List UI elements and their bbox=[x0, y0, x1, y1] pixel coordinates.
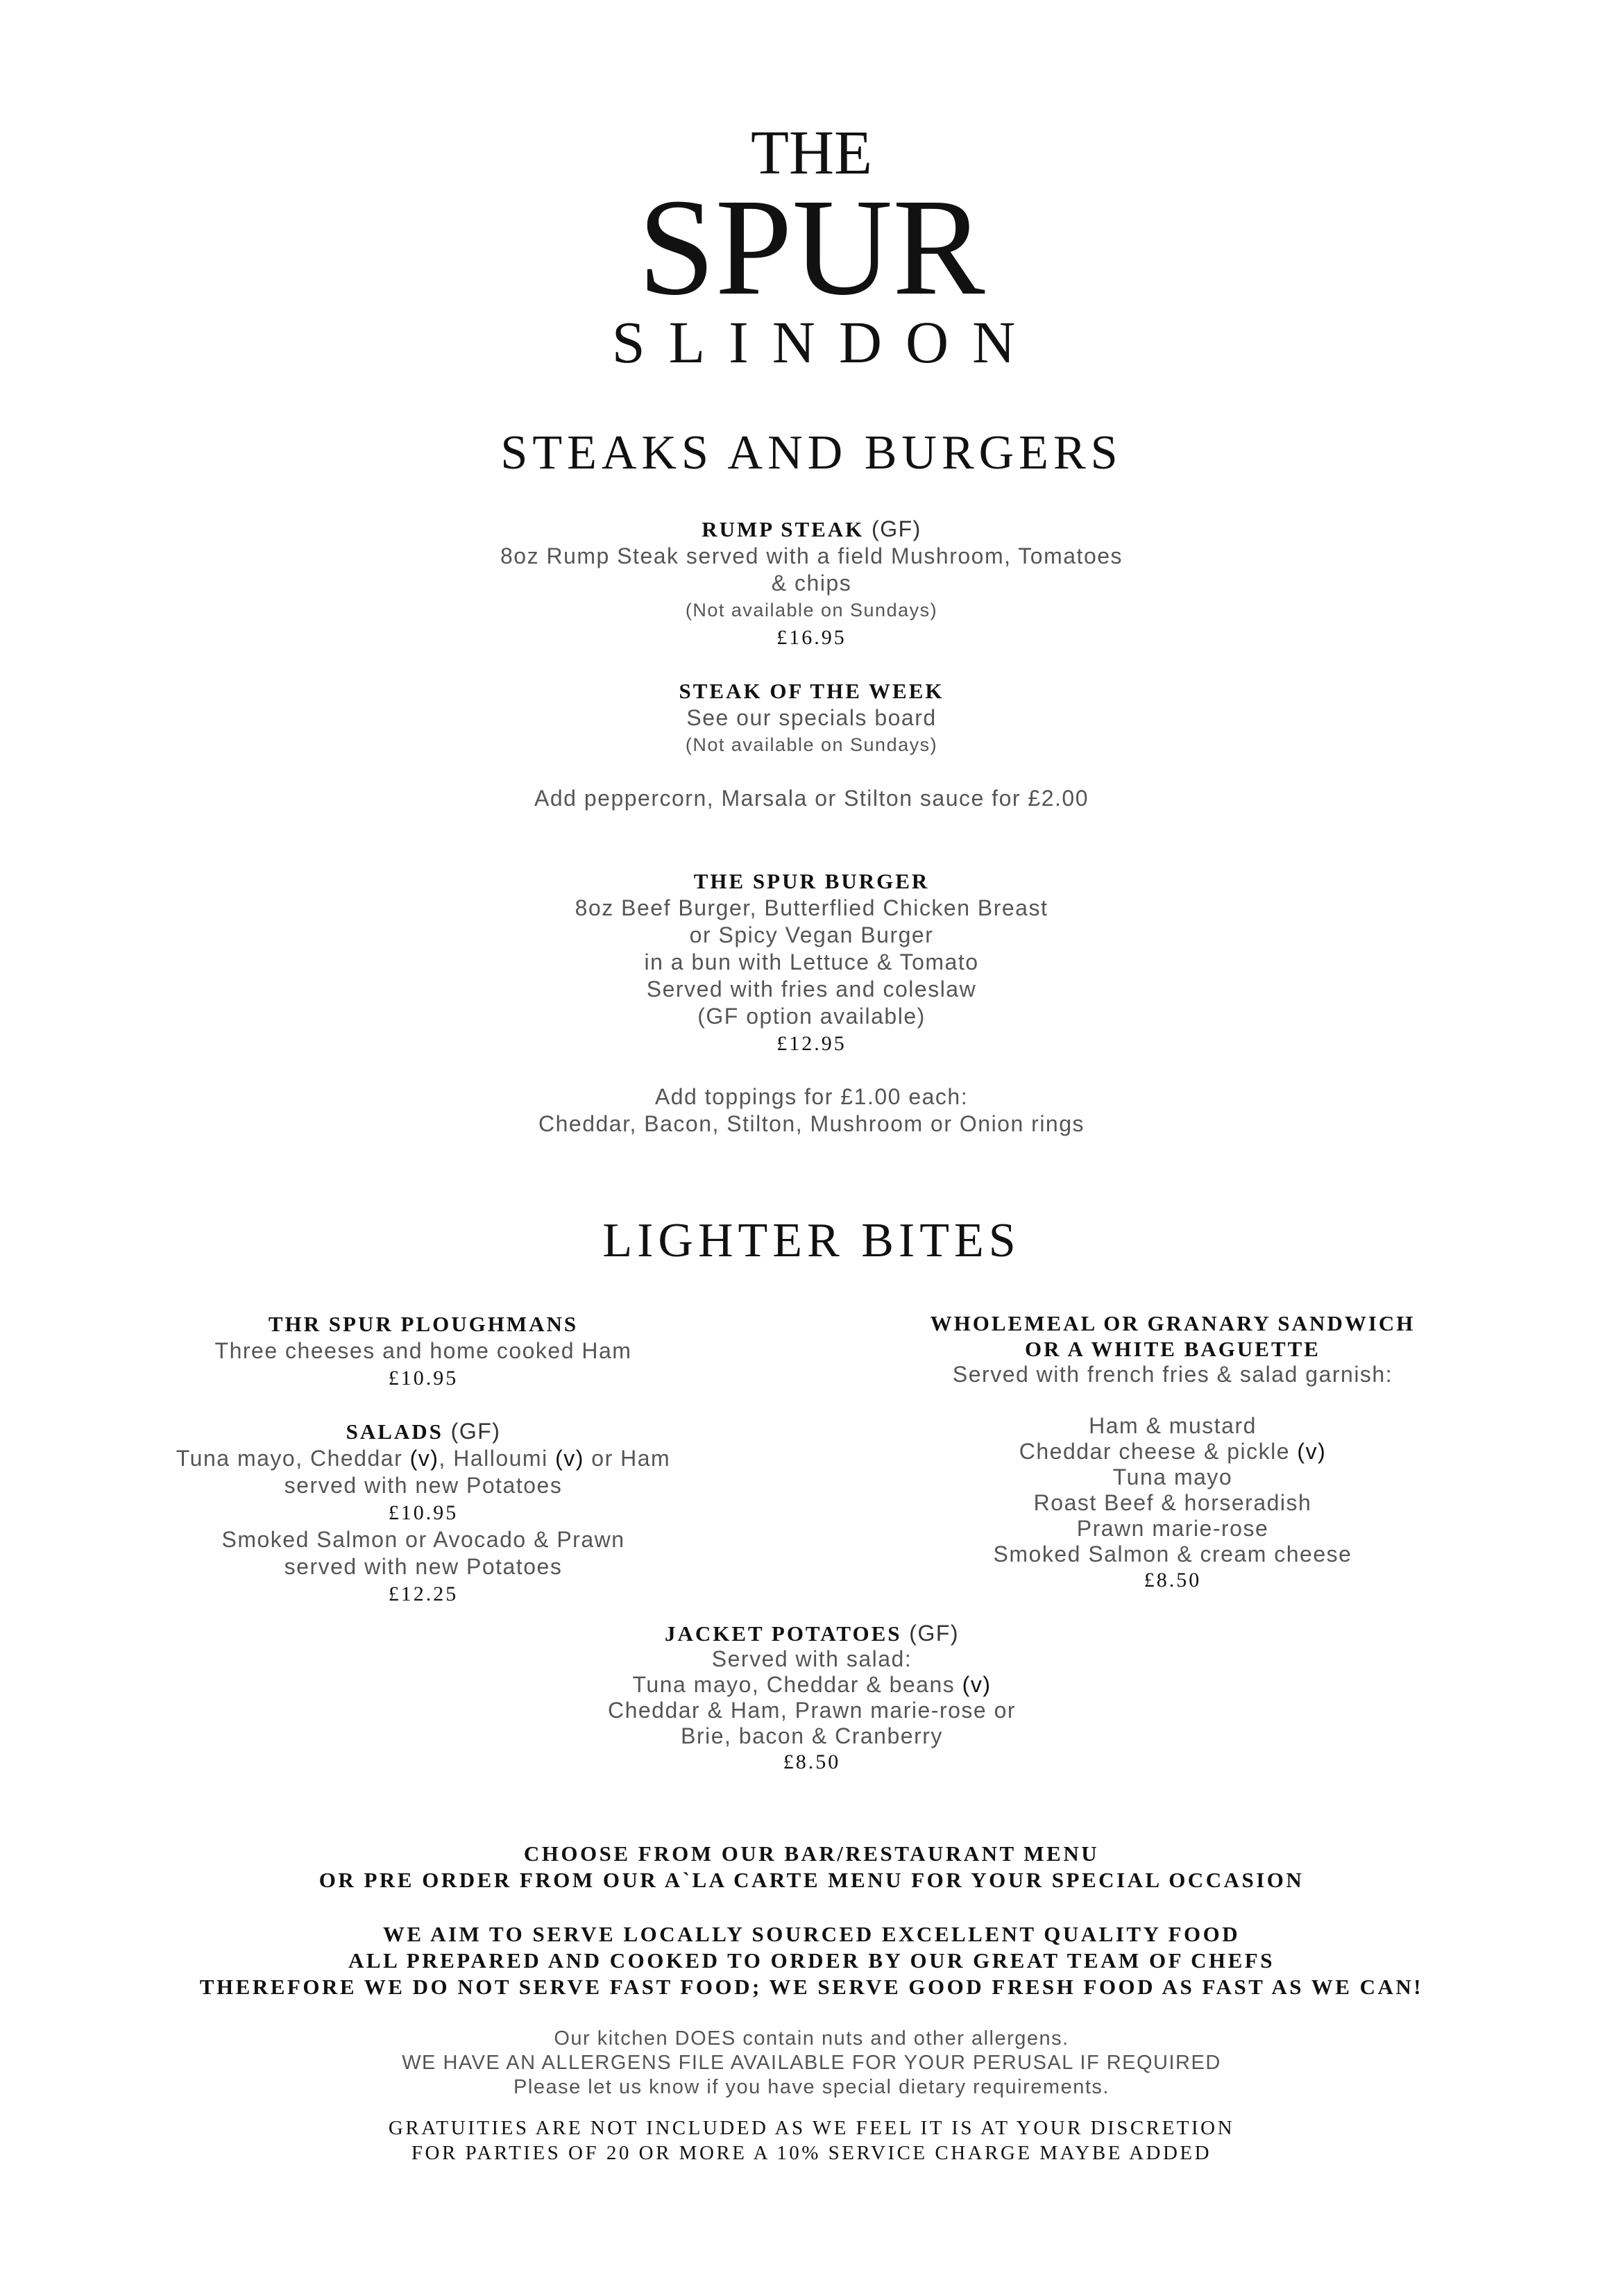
salads-title: SALADS (GF) bbox=[346, 1419, 501, 1444]
toppings-line-2: Cheddar, Bacon, Stilton, Mushroom or Onion rings bbox=[538, 1111, 1085, 1136]
rump-steak-note: (Not available on Sundays) bbox=[685, 600, 938, 621]
steak-week-title: STEAK OF THE WEEK bbox=[679, 679, 944, 703]
sandwich-fill-6: Smoked Salmon & cream cheese bbox=[993, 1542, 1352, 1567]
burger-desc-4: Served with fries and coleslaw bbox=[646, 977, 977, 1002]
footer-gratuities-1: GRATUITIES ARE NOT INCLUDED AS WE FEEL IT IS AT YOUR DISCRETION bbox=[388, 2117, 1235, 2139]
rump-steak-desc-1: 8oz Rump Steak served with a field Mushroom, Tomatoes bbox=[500, 543, 1123, 568]
steak-week-note: (Not available on Sundays) bbox=[685, 734, 938, 755]
footer-aim-1: WE AIM TO SERVE LOCALLY SOURCED EXCELLENT QUALITY FOOD bbox=[382, 1922, 1241, 1946]
ploughmans-title: THR SPUR PLOUGHMANS bbox=[268, 1312, 579, 1336]
salads-price-1: £10.95 bbox=[388, 1501, 459, 1524]
footer-aim bbox=[0, 1921, 1623, 2000]
sandwich-title-2: OR A WHITE BAGUETTE bbox=[1025, 1337, 1320, 1361]
burger-title: THE SPUR BURGER bbox=[693, 869, 930, 893]
jacket-desc-2: Tuna mayo, Cheddar & beans (v) bbox=[632, 1672, 992, 1697]
salads-desc-1: Tuna mayo, Cheddar (v), Halloumi (v) or Ham bbox=[176, 1446, 671, 1471]
footer-allergens-3: Please let us know if you have special dietary requirements. bbox=[513, 2076, 1110, 2098]
rump-steak-desc-2: & chips bbox=[771, 571, 852, 596]
steaks-heading: STEAKS AND BURGERS bbox=[500, 426, 1123, 480]
footer-aim-3: THEREFORE WE DO NOT SERVE FAST FOOD; WE SERVE GOOD FRESH FOOD AS FAST AS WE CAN! bbox=[199, 1975, 1424, 1999]
lighter-right-column bbox=[860, 1310, 1485, 1593]
lighter-heading: LIGHTER BITES bbox=[602, 1214, 1021, 1267]
steak-week-desc: See our specials board bbox=[686, 705, 937, 730]
salads-desc-3: Smoked Salmon or Avocado & Prawn bbox=[221, 1527, 625, 1552]
ploughmans-price: £10.95 bbox=[388, 1367, 459, 1390]
sandwich-fill-5: Prawn marie-rose bbox=[1076, 1516, 1269, 1541]
burger-price: £12.95 bbox=[776, 1032, 847, 1055]
burger-desc-1: 8oz Beef Burger, Butterflied Chicken Breast bbox=[575, 895, 1048, 920]
footer-gratuities bbox=[0, 2116, 1623, 2166]
toppings-line-1: Add toppings for £1.00 each: bbox=[654, 1084, 969, 1109]
footer-allergens-2: WE HAVE AN ALLERGENS FILE AVAILABLE FOR YOUR PERUSAL IF REQUIRED bbox=[402, 2052, 1221, 2074]
logo-the: THE bbox=[751, 119, 872, 187]
salads-desc-2: served with new Potatoes bbox=[284, 1473, 563, 1498]
lighter-left-column bbox=[111, 1310, 736, 1607]
sauce-note: Add peppercorn, Marsala or Stilton sauce for £2.00 bbox=[534, 786, 1089, 811]
sandwich-intro: Served with french fries & salad garnish: bbox=[952, 1362, 1393, 1387]
footer-allergens bbox=[0, 2027, 1623, 2100]
logo-spur: SPUR bbox=[638, 171, 985, 324]
jacket-desc-3: Cheddar & Ham, Prawn marie-rose or bbox=[607, 1698, 1017, 1723]
ploughmans-desc: Three cheeses and home cooked Ham bbox=[214, 1338, 632, 1363]
sandwich-fill-3: Tuna mayo bbox=[1112, 1464, 1233, 1489]
logo-slindon: SLINDON bbox=[611, 309, 1039, 375]
salads-desc-4: served with new Potatoes bbox=[284, 1554, 563, 1579]
footer-aim-2: ALL PREPARED AND COOKED TO ORDER BY OUR GREAT TEAM OF CHEFS bbox=[348, 1948, 1275, 1973]
salads-price-2: £12.25 bbox=[388, 1582, 459, 1605]
footer-choose-1: CHOOSE FROM OUR BAR/RESTAURANT MENU bbox=[523, 1841, 1100, 1866]
sandwich-fill-4: Roast Beef & horseradish bbox=[1033, 1490, 1312, 1515]
burger-desc-5: (GF option available) bbox=[697, 1004, 926, 1029]
burger-desc-2: or Spicy Vegan Burger bbox=[689, 922, 934, 947]
burger-desc-3: in a bun with Lettuce & Tomato bbox=[644, 949, 979, 974]
footer-choose bbox=[0, 1841, 1623, 1893]
jacket-price: £8.50 bbox=[783, 1750, 841, 1773]
sandwich-price: £8.50 bbox=[1144, 1569, 1202, 1592]
sandwich-fill-2: Cheddar cheese & pickle (v) bbox=[1019, 1439, 1327, 1464]
jacket-desc-1: Served with salad: bbox=[711, 1646, 912, 1671]
footer-choose-2: OR PRE ORDER FROM OUR A`LA CARTE MENU FOR YOUR SPECIAL OCCASION bbox=[318, 1868, 1305, 1892]
rump-steak-price: £16.95 bbox=[776, 626, 847, 649]
footer-gratuities-2: FOR PARTIES OF 20 OR MORE A 10% SERVICE CHARGE MAYBE ADDED bbox=[411, 2142, 1212, 2164]
steaks-section bbox=[0, 516, 1623, 812]
jacket-title: JACKET POTATOES (GF) bbox=[664, 1621, 960, 1646]
jacket-desc-4: Brie, bacon & Cranberry bbox=[681, 1723, 943, 1748]
rump-steak-title: RUMP STEAK (GF) bbox=[702, 516, 921, 541]
jacket-section bbox=[500, 1621, 1124, 1775]
sandwich-title-1: WHOLEMEAL OR GRANARY SANDWICH bbox=[930, 1311, 1416, 1335]
footer-allergens-1: Our kitchen DOES contain nuts and other allergens. bbox=[554, 2027, 1069, 2050]
sandwich-fill-1: Ham & mustard bbox=[1089, 1413, 1257, 1438]
burger-section bbox=[0, 868, 1623, 1138]
